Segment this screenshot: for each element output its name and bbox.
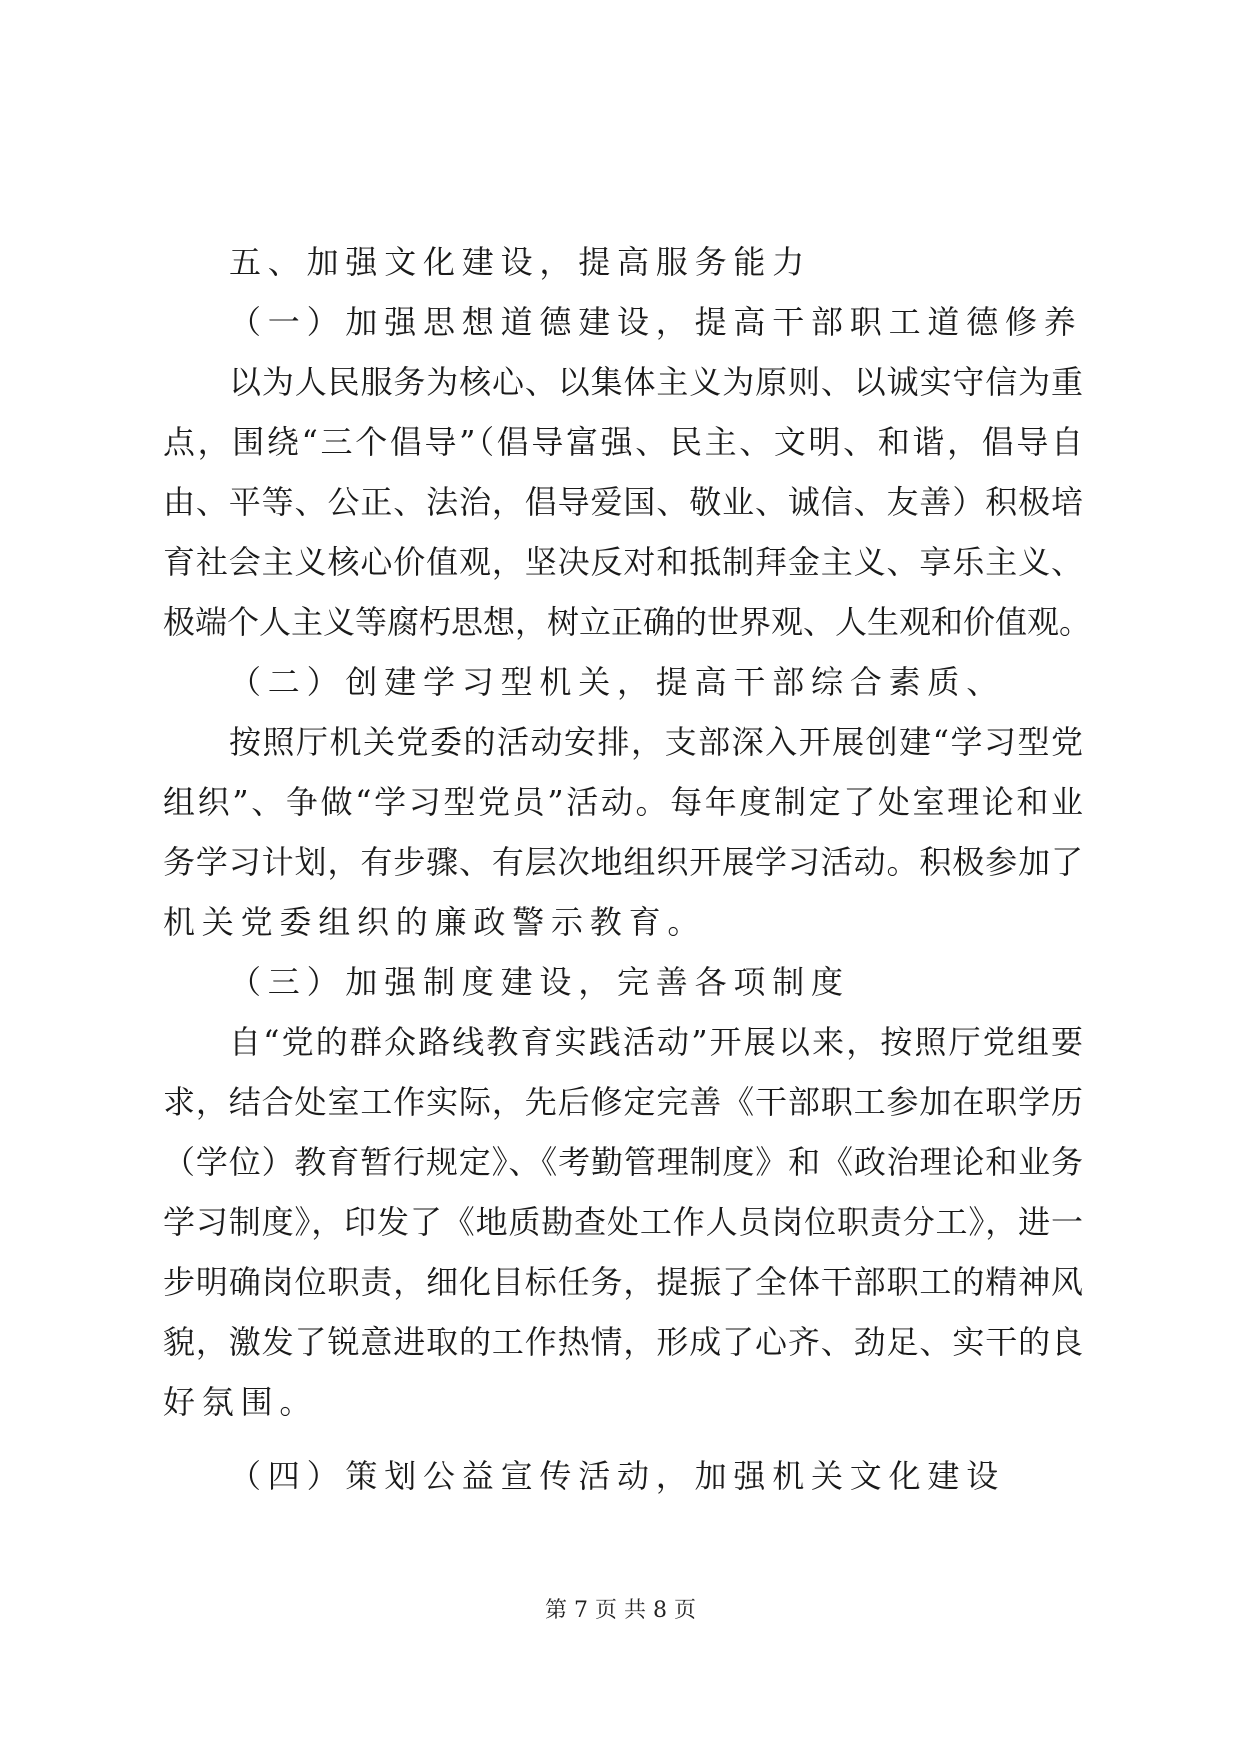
paragraph-line: 务学习计划，有步骤、有层次地组织开展学习活动。积极参加了 [163, 843, 1083, 881]
paragraph-line: 貌，激发了锐意进取的工作热情，形成了心齐、劲足、实干的良 [163, 1323, 1083, 1361]
subsection-heading: （三）加强制度建设，完善各项制度 [229, 963, 850, 1001]
subsection-heading: （四）策划公益宣传活动，加强机关文化建设 [229, 1457, 1006, 1495]
paragraph-line: 自“党的群众路线教育实践活动”开展以来，按照厅党组要 [229, 1023, 1083, 1061]
paragraph-line: 点，围绕“三个倡导”（倡导富强、民主、文明、和谐，倡导自 [163, 423, 1083, 461]
section-heading: 五、加强文化建设，提高服务能力 [229, 243, 812, 281]
paragraph-line: 育社会主义核心价值观，坚决反对和抵制拜金主义、享乐主义、 [163, 543, 1083, 581]
paragraph-line: 以为人民服务为核心、以集体主义为原则、以诚实守信为重 [229, 363, 1083, 401]
paragraph-line: 由、平等、公正、法治，倡导爱国、敬业、诚信、友善）积极培 [163, 483, 1083, 521]
paragraph-line: （学位）教育暂行规定》、《考勤管理制度》和《政治理论和业务 [163, 1143, 1083, 1181]
paragraph-line: 学习制度》，印发了《地质勘查处工作人员岗位职责分工》，进一 [163, 1203, 1083, 1241]
paragraph-line: 步明确岗位职责，细化目标任务，提振了全体干部职工的精神风 [163, 1263, 1083, 1301]
subsection-heading: （一）加强思想道德建设，提高干部职工道德修养 [229, 303, 1083, 341]
paragraph-line: 求，结合处室工作实际，先后修定完善《干部职工参加在职学历 [163, 1083, 1083, 1121]
paragraph-line: 好氛围。 [163, 1383, 319, 1421]
page-number-footer: 第 7 页 共 8 页 [545, 1598, 696, 1623]
paragraph-line: 按照厅机关党委的活动安排，支部深入开展创建“学习型党 [229, 723, 1083, 761]
paragraph-line: 极端个人主义等腐朽思想，树立正确的世界观、人生观和价值观。 [163, 603, 1092, 641]
document-body [163, 232, 1092, 1506]
paragraph-line: 组织”、争做“学习型党员”活动。每年度制定了处室理论和业 [163, 783, 1083, 821]
paragraph-line: 机关党委组织的廉政警示教育。 [163, 903, 707, 941]
subsection-heading: （二）创建学习型机关，提高干部综合素质、 [229, 663, 1006, 701]
